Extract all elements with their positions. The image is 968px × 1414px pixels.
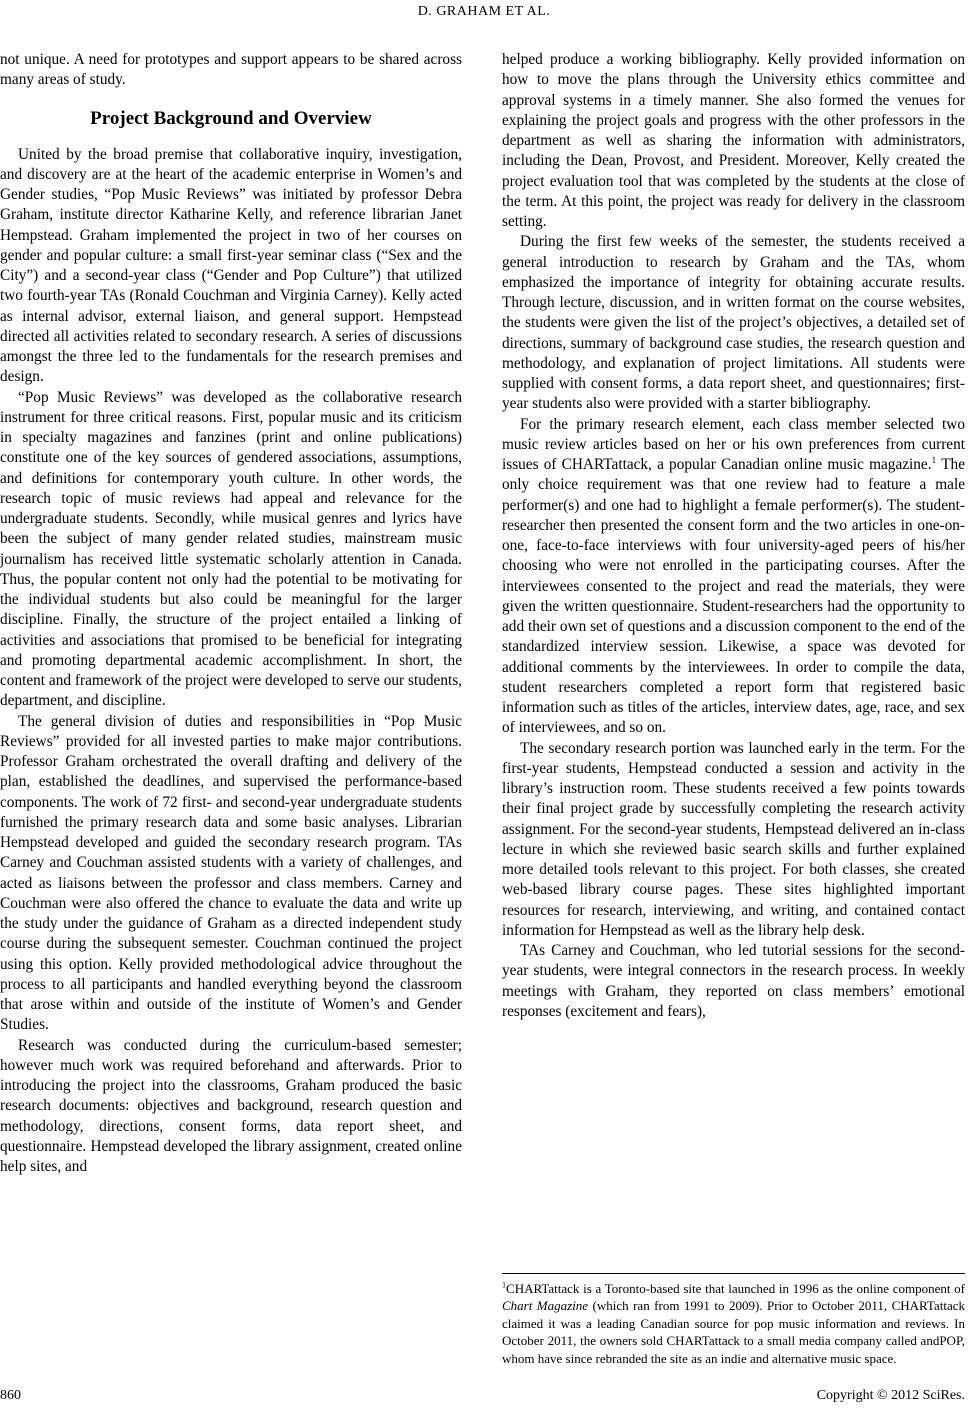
paragraph: Research was conducted during the curriculum-based semester; however much work was required beforehand and afterwards. Prior to introducing the project into the classrooms, Graham produced the basic research documents: objectives and background, research question and methodology, directions, consent forms, data report sheet, and questionnaire. Hempstead developed the library assignment, created online help sites, and — [0, 1036, 462, 1175]
footnote-text-part: (which ran from 1991 to 2009). Prior to October 2011, CHARTattack claimed it was a leading Canadian source for pop music information and reviews. In October 2011, the owners sold CHARTattack to a small media company called andPOP, whom have since rebranded the site as an indie and alternative music space. — [502, 1298, 965, 1366]
footnote-text-part: CHARTattack is a Toronto-based site that launched in 1996 as the online component of — [506, 1281, 965, 1296]
footnote-text — [502, 1280, 965, 1367]
right-column — [502, 50, 965, 1022]
paragraph: United by the broad premise that collaborative inquiry, investigation, and discovery are at the heart of the academic enterprise in Women’s and Gender studies, “Pop Music Reviews” was initiated by professor Debra Graham, institute director Katharine Kelly, and reference librarian Janet Hempstead. Graham implemented the project in two of her courses on gender and popular culture: a small first-year seminar class (“Sex and the City”) and a second-year class (“Gender and Pop Culture”) that utilized two fourth-year TAs (Ronald Couchman and Virginia Carney). Kelly acted as internal advisor, external liaison, and general support. Hempstead directed all activities related to secondary research. A series of discussions amongst the three led to the fundamentals for the research premises and design. — [0, 145, 462, 386]
paragraph-text: The only choice requirement was that one review had to feature a male performer(s) and one had to highlight a female performer(s). The student-researcher then presented the consent form and the two articles in one-on-one, face-to-face interviews with four university-aged peers of his/her choosing who were not enrolled in the participating courses. After the interviewees consented to the project and read the materials, they were given the written questionnaire. Student-researchers had the opportunity to add their own set of questions and a discussion component to the end of the standardized interview session. Likewise, a space was devoted for additional comments by the interviewees. In order to compile the data, student researchers completed a report form that registered basic information such as titles of the articles, interview dates, age, race, and sex of interviewees, and so on. — [502, 456, 965, 737]
paragraph: The secondary research portion was launched early in the term. For the first-year students, Hempstead conducted a session and activity in the library’s instruction room. These students received a few points towards their final project grade by successfully completing the research activity assignment. For the second-year students, Hempstead delivered an in-class lecture in which she reviewed basic search skills and further explained more detailed tools relevant to this project. For both classes, she created web-based library course pages. These sites highlighted important resources for research, interviewing, and writing, and contained contact information for Hempstead as well as the library help desk. — [502, 739, 965, 939]
paragraph: helped produce a working bibliography. Kelly provided information on how to move the plans through the University ethics committee and approval systems in a timely manner. She also formed the venues for explaining the project goals and progress with the other professors in the department as well as sharing the information with administrators, including the Dean, Provost, and President. Moreover, Kelly created the project evaluation tool that was completed by the students at the close of the term. At this point, the project was ready for delivery in the classroom setting. — [502, 51, 965, 230]
paragraph: TAs Carney and Couchman, who led tutorial sessions for the second-year students, were integral connectors in the research process. In weekly meetings with Graham, they reported on class members’ emotional responses (excitement and fears), — [502, 942, 965, 1020]
paragraph: During the first few weeks of the semester, the students received a general introduction to research by Graham and the TAs, whom emphasized the importance of integrity for obtaining accurate results. Through lecture, discussion, and in written format on the course websites, the students were given the list of the project’s objectives, a detailed set of directions, summary of background case studies, the research question and methodology, and explanation of project limitations. All students were supplied with consent forms, a data report sheet, and questionnaires; first-year students also were provided with a starter bibliography. — [502, 233, 965, 413]
section-heading: Project Background and Overview — [90, 107, 372, 129]
footnote-divider — [502, 1273, 965, 1274]
left-column — [0, 50, 462, 1177]
paragraph-text: For the primary research element, each class member selected two music review articles based on her or his own preferences from current issues of CHARTattack, a popular Canadian online music magazine. — [502, 415, 965, 473]
footnote-marker: 1 — [502, 1280, 507, 1290]
footnote-italic-title: Chart Magazine — [502, 1298, 589, 1314]
paragraph: not unique. A need for prototypes and support appears to be shared across many areas of study. — [0, 51, 462, 89]
page-number: 860 — [0, 1388, 21, 1403]
running-header: D. GRAHAM ET AL. — [417, 4, 551, 19]
paragraph: “Pop Music Reviews” was developed as the collaborative research instrument for three critical reasons. First, popular music and its criticism in specialty magazines and fanzines (print and online publications) constitute one of the key sources of gendered associations, assumptions, and definitions for contemporary youth culture. In other words, the research topic of music reviews had appeal and relevance for the undergraduate students. Secondly, while musical genres and lyrics have been the subject of many gender related studies, mainstream music journalism has received little systematic scholarly attention in Canada. Thus, the popular content not only had the potential to be motivating for the individual students but also could be meaningful for the larger discipline. Finally, the structure of the project entailed a linking of activities and associations that promised to be beneficial for integrating and promoting departmental academic accomplishment. In short, the content and framework of the project were developed to serve our students, department, and discipline. — [0, 388, 462, 710]
paragraph — [502, 415, 965, 739]
footnote — [502, 1280, 965, 1367]
footnote-reference: 1 — [931, 455, 937, 466]
paragraph: The general division of duties and responsibilities in “Pop Music Reviews” provided for all invested parties to make major contributions. Professor Graham orchestrated the overall drafting and delivery of the plan, established the deadlines, and supervised the performance-based components. The work of 72 first- and second-year undergraduate students furnished the primary research data and some basic analyses. Librarian Hempstead developed and guided the secondary research program. TAs Carney and Couchman assisted students with a variety of challenges, and acted as liaisons between the professor and class members. Carney and Couchman were also offered the chance to evaluate the data and write up the study under the guidance of Graham as a directed independent study course during the subsequent semester. Couchman continued the project using this option. Kelly provided methodological advice throughout the process to all participants and handled everything beyond the classroom that arose within and outside of the institute of Women’s and Gender Studies. — [0, 712, 462, 1034]
copyright-notice: Copyright © 2012 SciRes. — [816, 1388, 965, 1403]
